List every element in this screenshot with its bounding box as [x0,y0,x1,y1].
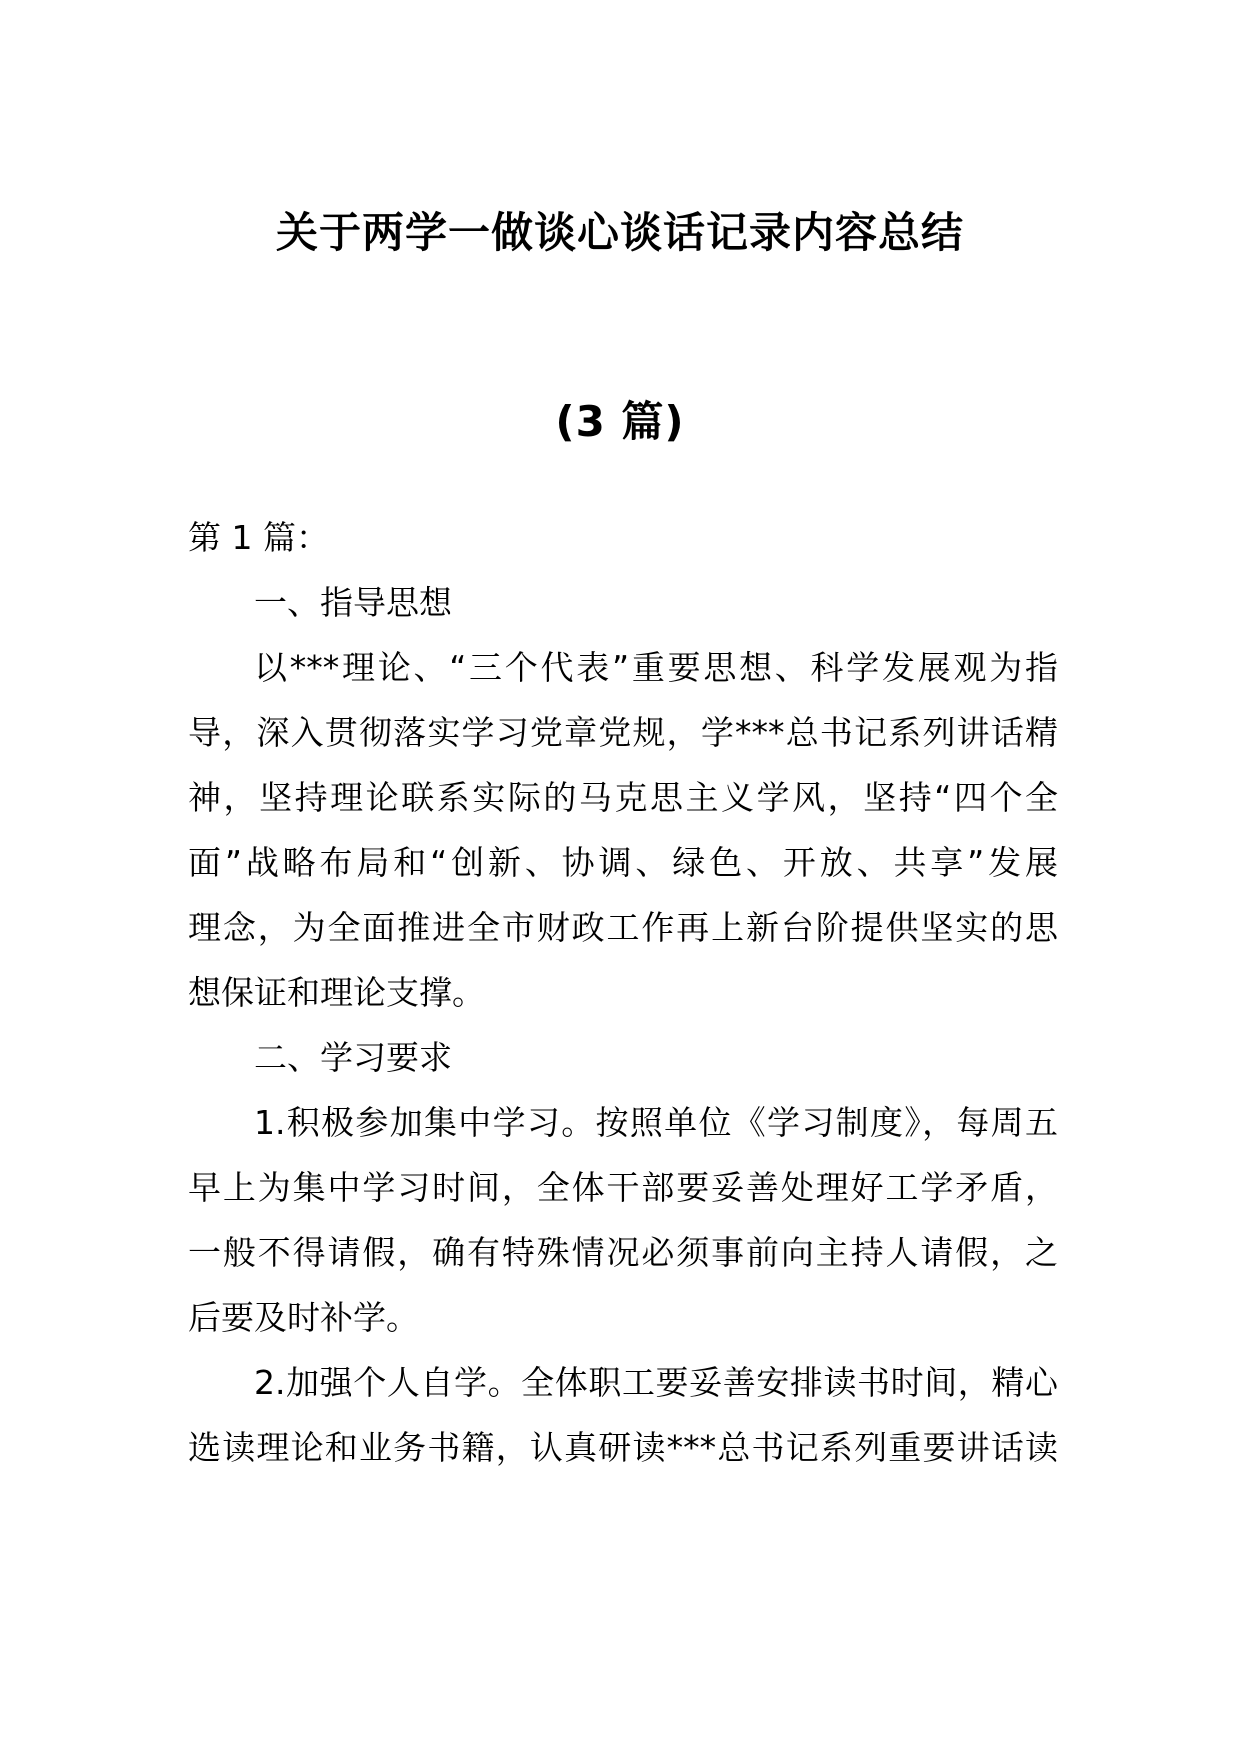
paragraph-line: 1.积极参加集中学习。按照单位《学习制度》，每周五 [254,1103,1058,1142]
paragraph-line: 想保证和理论支撑。 [188,973,485,1012]
paragraph-line: 早上为集中学习时间，全体干部要妥善处理好工学矛盾， [188,1168,1058,1207]
document-title: 关于两学一做谈心谈话记录内容总结 [275,208,964,257]
document-body [188,505,1058,1480]
paragraph-line: 后要及时补学。 [188,1298,419,1337]
paragraph-line: 面”战略布局和“创新、协调、绿色、开放、共享”发展 [188,843,1058,882]
paragraph-line: 2.加强个人自学。全体职工要妥善安排读书时间，精心 [254,1363,1058,1402]
paragraph-line: 以***理论、“三个代表”重要思想、科学发展观为指 [254,648,1058,687]
paragraph-line: 理念，为全面推进全市财政工作再上新台阶提供坚实的思 [188,908,1058,947]
heading-study-requirements: 二、学习要求 [254,1038,452,1077]
document-subtitle: (3 篇) [555,397,685,446]
paragraph-line: 导，深入贯彻落实学习党章党规，学***总书记系列讲话精 [188,713,1058,752]
paragraph-line: 一般不得请假，确有特殊情况必须事前向主持人请假，之 [188,1233,1058,1272]
section-label: 第 1 篇： [188,518,329,557]
paragraph-line: 神，坚持理论联系实际的马克思主义学风，坚持“四个全 [188,778,1058,817]
heading-guiding-ideology: 一、指导思想 [254,583,452,622]
paragraph-line: 选读理论和业务书籍，认真研读***总书记系列重要讲话读 [188,1428,1058,1467]
